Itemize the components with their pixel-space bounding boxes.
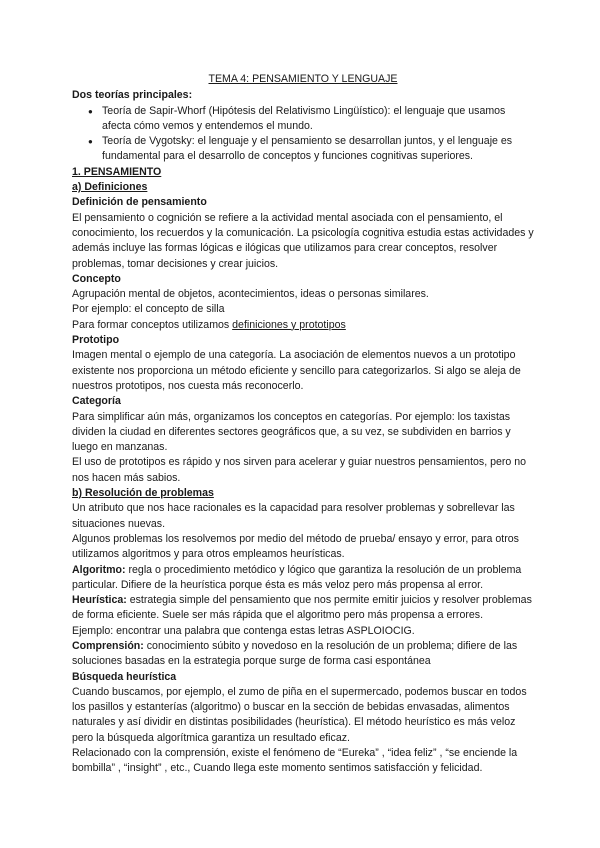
heading-prototipo: Prototipo [72,334,120,347]
term-label: Algoritmo: [72,563,126,576]
underlined-phrase: definiciones y prototipos [232,318,346,331]
heading-definicion-pensamiento: Definición de pensamiento [72,196,207,209]
paragraph: Para simplificar aún más, organizamos los conceptos en categorías. Por ejemplo: los taxistas dividen la ciudad en diferentes sectores geográficos que, a su vez, se subdividen en barrios y luego en manzanas. [72,410,511,454]
paragraph: Algunos problemas los resolvemos por medio del método de prueba/ ensayo y error, para otros utilizamos algoritmos y para otros empleamos heurísticas. [72,532,519,561]
section-heading-pensamiento: 1. PENSAMIENTO [72,165,162,178]
two-theories-heading: Dos teorías principales: [72,89,193,102]
definition-algoritmo [72,563,534,594]
heading-categoria: Categoría [72,395,121,408]
theories-list [72,104,534,165]
paragraph [72,318,534,333]
list-item: ● Teoría de Vygotsky: el lenguaje y el pensamiento se desarrollan juntos, y el lenguaje es fundamental para el desarrollo de conceptos y funciones cognitivas superiores. [102,134,534,165]
document-page [72,72,534,777]
definition-heuristica [72,593,534,624]
paragraph: El uso de prototipos es rápido y nos sirven para acelerar y guiar nuestros pensamientos, pero no nos hacen más sabios. [72,456,527,484]
paragraph: Agrupación mental de objetos, acontecimientos, ideas o personas similares. [72,288,429,301]
paragraph: Ejemplo: encontrar una palabra que contenga estas letras ASPLOIOCIG. [72,624,415,637]
list-item: ● Teoría de Sapir-Whorf (Hipótesis del Relativismo Lingüístico): el lenguaje que usamos afecta cómo vemos y entendemos el mundo. [102,104,534,135]
paragraph: Un atributo que nos hace racionales es la capacidad para resolver problemas y sobrellevar las situaciones nuevas. [72,502,515,530]
heading-busqueda-heuristica: Búsqueda heurística [72,670,177,683]
term-label: Heurística: [72,594,127,607]
paragraph: Relacionado con la comprensión, existe el fenómeno de “Eureka” , “idea feliz” , “se enciende la bombilla” , “insight” , etc., Cuando llega este momento sentimos satisfacción y felicidad. [72,747,518,775]
paragraph: Imagen mental o ejemplo de una categoría. La asociación de elementos nuevos a un prototipo existente nos proporciona un método eficiente y sencillo para categorizarlos. Si algo se aleja de nuestros prototipos, nos cuesta más reconocerlo. [72,349,521,392]
paragraph: El pensamiento o cognición se refiere a la actividad mental asociada con el pensamiento, el conocimiento, los recuerdos y la comunicación. La psicología cognitiva estudia estas actividades y además incluye las formas lógicas e ilógicas que utilizamos para crear conceptos, resolver problemas, tomar decisiones y crear juicios. [72,211,534,270]
paragraph: Por ejemplo: el concepto de silla [72,303,225,316]
paragraph-text: Para formar conceptos utilizamos [72,318,233,331]
term-text: conocimiento súbito y novedoso en la resolución de un problema; difiere de las soluciones basadas en la estrategia porque surge de forma casi espontánea [72,639,518,668]
page-title: TEMA 4: PENSAMIENTO Y LENGUAJE [208,73,398,85]
subsection-heading-resolucion: b) Resolución de problemas [72,487,214,500]
term-text: estrategia simple del pensamiento que nos permite emitir juicios y resolver problemas de forma eficiente. Suele ser más rápida que el algoritmo pero más propensa a errores. [72,594,532,622]
heading-concepto: Concepto [72,272,121,285]
subsection-heading-definiciones: a) Definiciones [72,181,148,194]
definition-comprension [72,639,534,670]
term-text: regla o procedimiento metódico y lógico que garantiza la resolución de un problema particular. Difiere de la heurística porque ésta es más veloz pero más propensa al error. [72,563,522,591]
paragraph: Cuando buscamos, por ejemplo, el zumo de piña en el supermercado, podemos buscar en todos los pasillos y estanterías (algoritmo) o buscar en la sección de bebidas envasadas, alimentos naturales y así dividir en distintas posibilidades (heurística). El método heurístico es más veloz pero la búsqueda algorítmica garantiza un resultado eficaz. [72,685,527,744]
term-label: Comprensión: [72,639,144,652]
